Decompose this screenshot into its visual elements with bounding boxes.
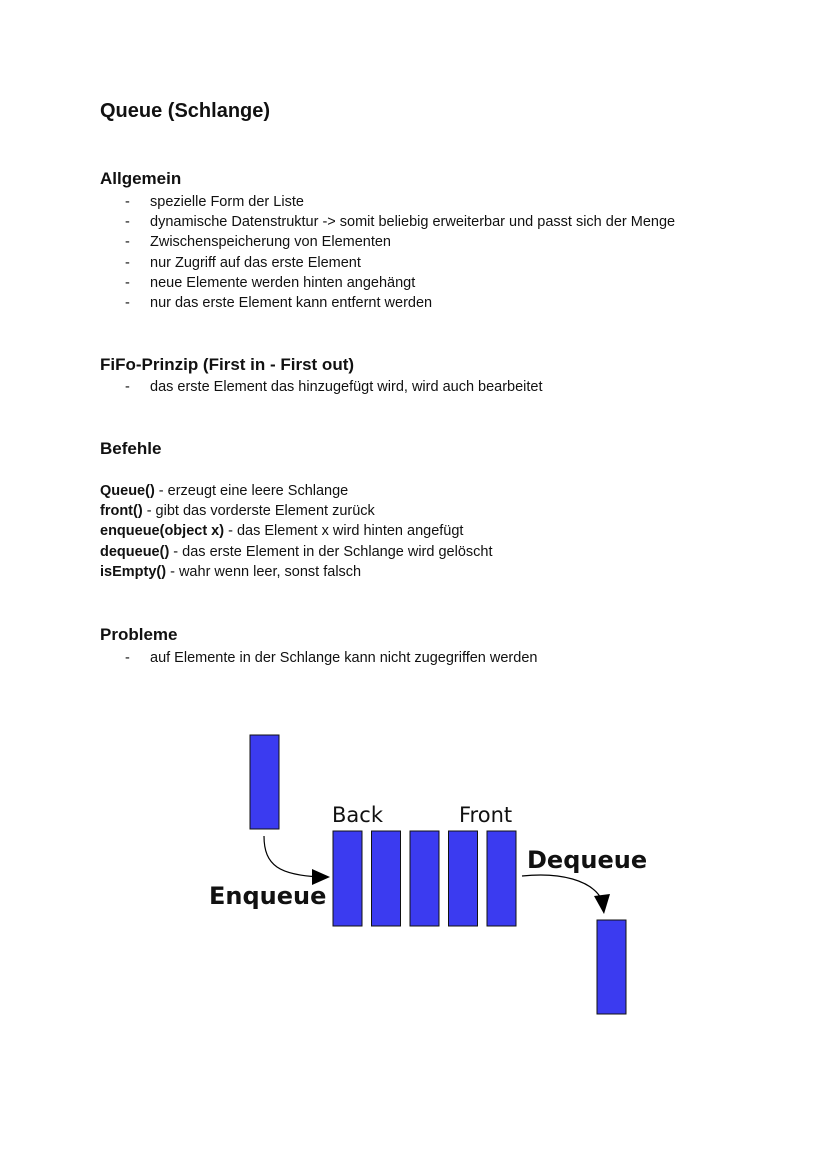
heading-allgemein: Allgemein <box>100 169 182 188</box>
list-item: - nur das erste Element kann entfernt werden <box>125 295 433 312</box>
list-item: - spezielle Form der Liste <box>125 194 304 210</box>
command-description: - gibt das vorderste Element zurück <box>142 503 375 520</box>
enqueue-arrow <box>264 836 320 877</box>
page-title: Queue (Schlange) <box>100 100 271 122</box>
list-item: - dynamische Datenstruktur -> somit beliebig erweiterbar und passt sich der Menge <box>125 214 676 231</box>
command-name: isEmpty() <box>100 563 167 580</box>
dequeue-arrowhead <box>594 894 610 914</box>
heading-befehle: Befehle <box>100 439 162 458</box>
command-name: front() <box>100 503 143 520</box>
queue-elements <box>333 831 516 926</box>
queue-element-block <box>487 831 516 926</box>
command-name: enqueue(object x) <box>100 523 225 540</box>
queue-element-block <box>372 831 401 926</box>
list-item: - auf Elemente in der Schlange kann nicht zugegriffen werden <box>125 650 538 666</box>
queue-element-block <box>333 831 362 926</box>
queue-element-block <box>410 831 439 926</box>
label-back: Back <box>332 803 383 827</box>
list-item: - neue Elemente werden hinten angehängt <box>125 274 416 291</box>
incoming-element-block <box>250 735 279 829</box>
command-name: dequeue() <box>100 543 170 560</box>
command-description: - das Element x wird hinten angefügt <box>224 523 464 540</box>
label-dequeue: Dequeue <box>527 846 648 874</box>
dequeue-arrow <box>522 875 602 900</box>
command-description: - wahr wenn leer, sonst falsch <box>166 563 362 580</box>
command-description: - das erste Element in der Schlange wird gelöscht <box>169 543 493 560</box>
list-item: - das erste Element das hinzugefügt wird, wird auch bearbeitet <box>125 379 543 395</box>
heading-probleme: Probleme <box>100 625 178 644</box>
list-item: - nur Zugriff auf das erste Element <box>125 254 361 271</box>
label-front: Front <box>459 803 513 827</box>
outgoing-element-block <box>597 920 626 1014</box>
heading-fifo: FiFo-Prinzip (First in - First out) <box>100 355 355 374</box>
command-name: Queue() <box>100 483 155 499</box>
queue-element-block <box>449 831 478 926</box>
command-description: - erzeugt eine leere Schlange <box>154 483 349 499</box>
label-enqueue: Enqueue <box>209 882 327 910</box>
list-item: - Zwischenspeicherung von Elementen <box>125 234 391 251</box>
